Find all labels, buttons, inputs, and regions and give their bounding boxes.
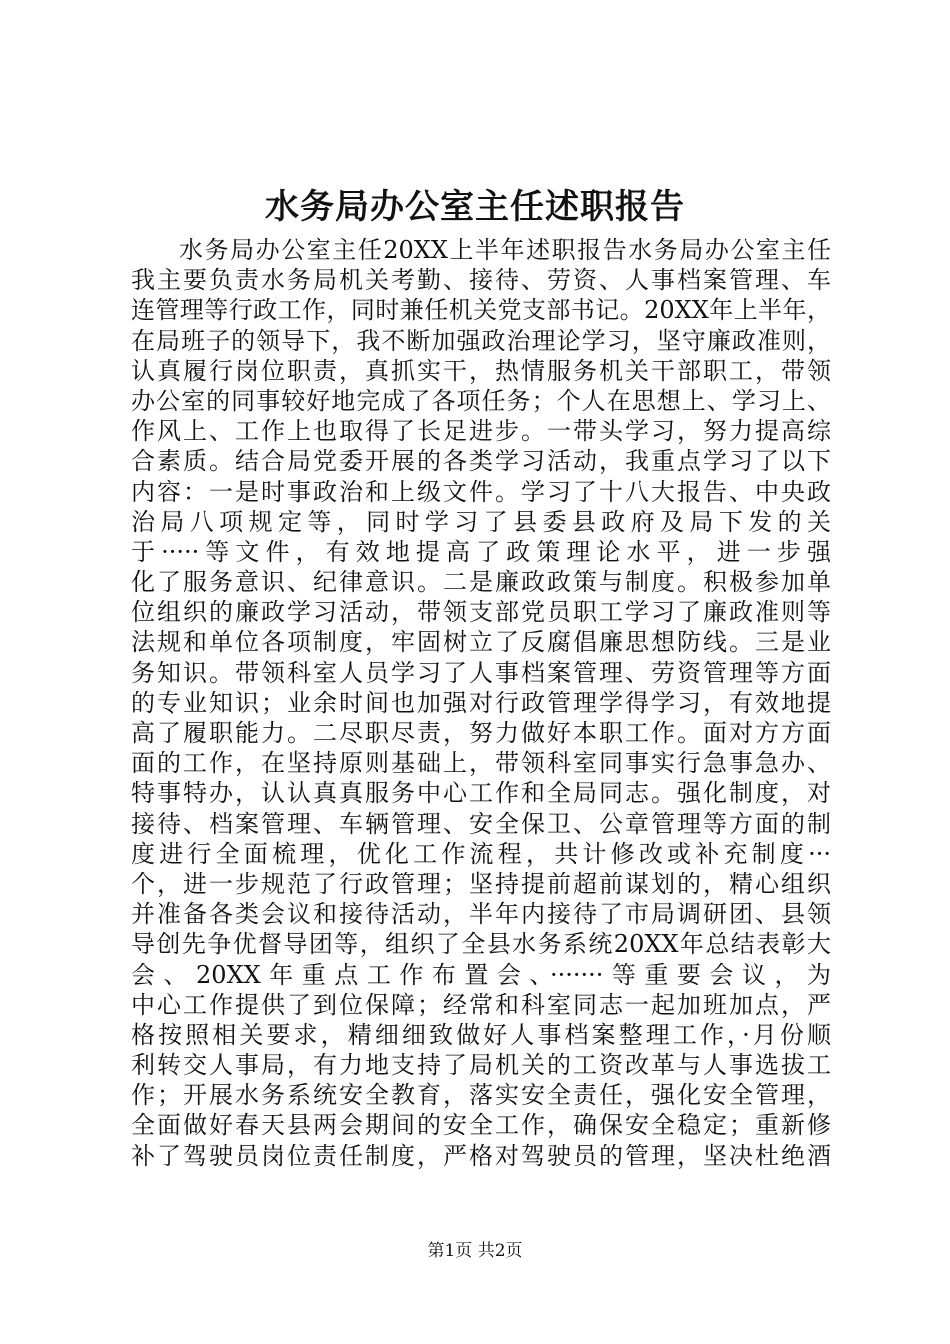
- body-text-line: 治局八项规定等，同时学习了县委县政府及局下发的关: [131, 507, 831, 536]
- body-text-line: 办公室的同事较好地完成了各项任务；个人在思想上、学习上、: [131, 386, 831, 415]
- report-body: [131, 235, 831, 1171]
- body-text-line: 格按照相关要求，精细细致做好人事档案整理工作，·月份顺: [131, 1020, 831, 1049]
- page-footer: 第1页 共2页: [427, 1241, 523, 1261]
- body-text-line: 作风上、工作上也取得了长足进步。一带头学习，努力提高综: [131, 417, 831, 446]
- body-text-line: 位组织的廉政学习活动，带领支部党员职工学习了廉政准则等: [131, 598, 831, 627]
- body-text-line: 会、20XX年重点工作布置会、·······等重要会议，为: [131, 960, 831, 989]
- body-text-line: 务知识。带领科室人员学习了人事档案管理、劳资管理等方面: [131, 658, 831, 687]
- body-text-line: 认真履行岗位职责，真抓实干，热情服务机关干部职工，带领: [131, 356, 831, 385]
- body-text-line: 化了服务意识、纪律意识。二是廉政政策与制度。积极参加单: [131, 568, 831, 597]
- body-text-line: 在局班子的领导下，我不断加强政治理论学习，坚守廉政准则，: [131, 326, 831, 355]
- body-text-line: 我主要负责水务局机关考勤、接待、劳资、人事档案管理、车: [131, 266, 831, 295]
- body-text-line: 并准备各类会议和接待活动，半年内接待了市局调研团、县领: [131, 900, 831, 929]
- body-text-line: 的专业知识；业余时间也加强对行政管理学得学习，有效地提: [131, 688, 831, 717]
- body-text-line: 度进行全面梳理，优化工作流程，共计修改或补充制度···: [131, 839, 831, 868]
- body-text-line: 接待、档案管理、车辆管理、安全保卫、公章管理等方面的制: [131, 809, 831, 838]
- body-text-line: 补了驾驶员岗位责任制度，严格对驾驶员的管理，坚决杜绝酒: [131, 1141, 831, 1170]
- body-text-line: 中心工作提供了到位保障；经常和科室同志一起加班加点，严: [131, 990, 831, 1019]
- body-text-line: 连管理等行政工作，同时兼任机关党支部书记。20XX年上半年，: [131, 296, 831, 325]
- body-text-line: 导创先争优督导团等，组织了全县水务系统20XX年总结表彰大: [131, 930, 831, 959]
- body-text-line: 法规和单位各项制度，牢固树立了反腐倡廉思想防线。三是业: [131, 628, 831, 657]
- body-text-line: 高了履职能力。二尽职尽责，努力做好本职工作。面对方方面: [131, 719, 831, 747]
- body-text-line: 水务局办公室主任20XX上半年述职报告水务局办公室主任: [179, 236, 831, 264]
- body-text-line: 于·····等文件，有效地提高了政策理论水平，进一步强: [131, 537, 831, 566]
- body-text-line: 特事特办，认认真真服务中心工作和全局同志。强化制度，对: [131, 779, 831, 808]
- body-text-line: 合素质。结合局党委开展的各类学习活动，我重点学习了以下: [131, 447, 831, 476]
- body-text-line: 作；开展水务系统安全教育，落实安全责任，强化安全管理，: [131, 1081, 831, 1110]
- body-text-line: 个，进一步规范了行政管理；坚持提前超前谋划的，精心组织: [131, 869, 831, 898]
- body-text-line: 利转交人事局，有力地支持了局机关的工资改革与人事选拔工: [131, 1051, 831, 1080]
- body-text-line: 全面做好春天县两会期间的安全工作，确保安全稳定；重新修: [131, 1111, 831, 1140]
- body-text-line: 内容：一是时事政治和上级文件。学习了十八大报告、中央政: [131, 477, 831, 506]
- body-text-line: 面的工作，在坚持原则基础上，带领科室同事实行急事急办、: [131, 749, 831, 778]
- document-title: 水务局办公室主任述职报告: [265, 187, 685, 227]
